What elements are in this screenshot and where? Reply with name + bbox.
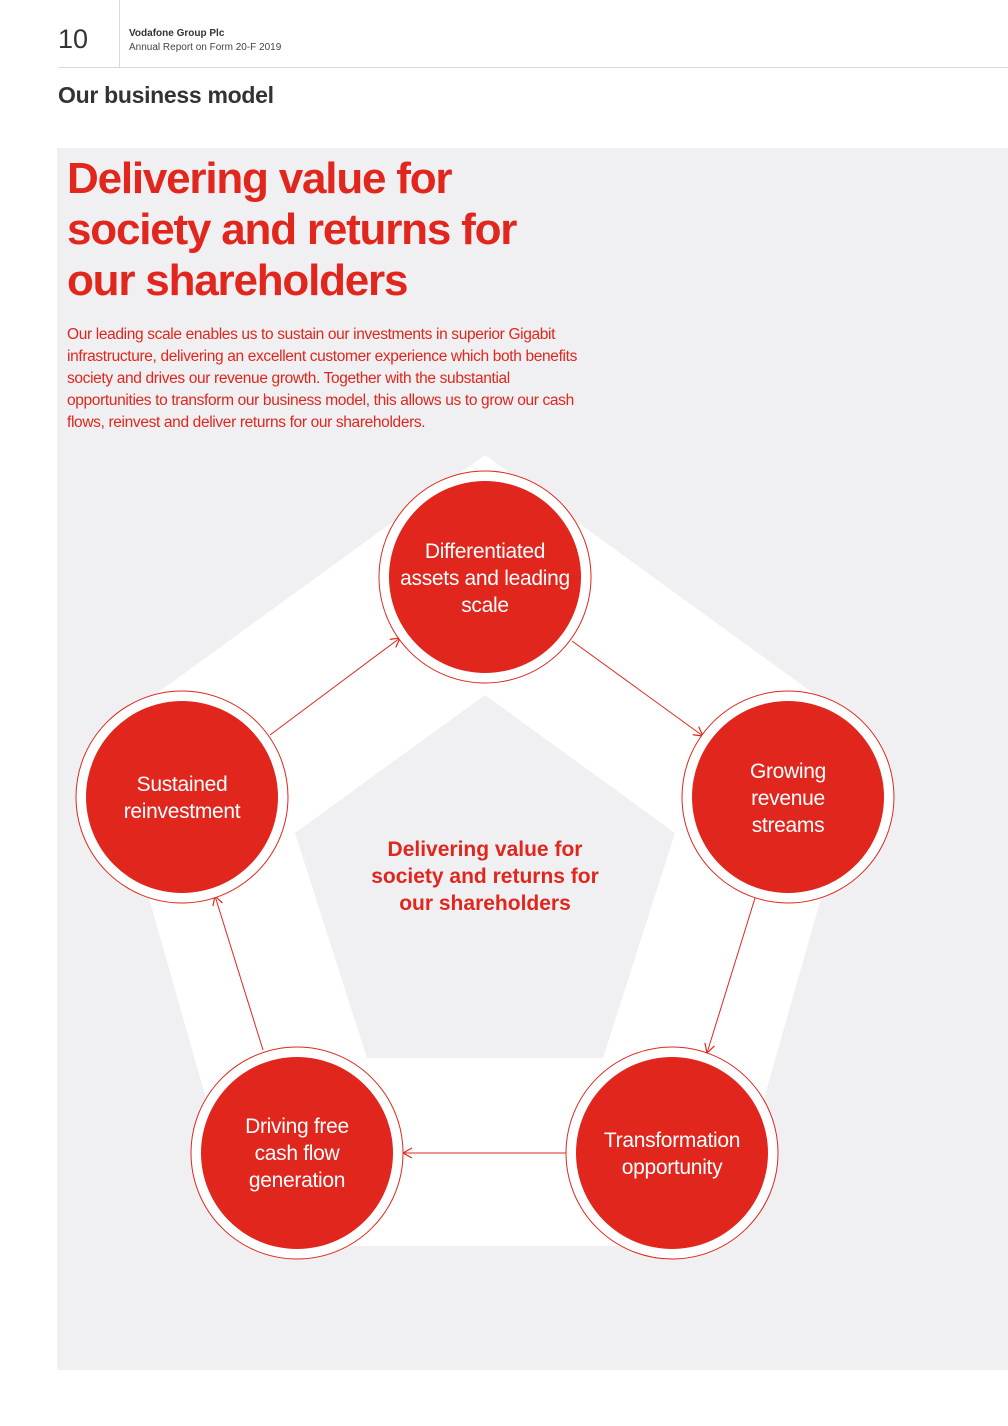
intro-paragraph: Our leading scale enables us to sustain our investments in superior Gigabit infrastructure, delivering an excellent customer experience which both benefits society and drives our revenue growth. Together with the substantial opportunities to transform our business model, this allows us to grow our cash flows, reinvest and deliver returns for our shareholders. (67, 326, 577, 431)
page-number: 10 (58, 24, 89, 54)
headline: Delivering value for society and returns for our shareholders (67, 154, 517, 305)
section-title: Our business model (58, 82, 274, 108)
company-name: Vodafone Group Plc (129, 28, 225, 39)
node-label-transformation: Transformation opportunity (603, 1129, 741, 1179)
center-label: Delivering value for society and returns for our shareholders (371, 838, 599, 915)
node-label-growing: Growing revenue streams (749, 759, 827, 837)
report-name: Annual Report on Form 20-F 2019 (129, 42, 282, 53)
node-label-sustained: Sustained reinvestment (123, 773, 241, 823)
node-label-differentiated: Differentiated assets and leading scale (400, 539, 570, 617)
node-label-driving: Driving free cash flow generation (245, 1114, 349, 1192)
